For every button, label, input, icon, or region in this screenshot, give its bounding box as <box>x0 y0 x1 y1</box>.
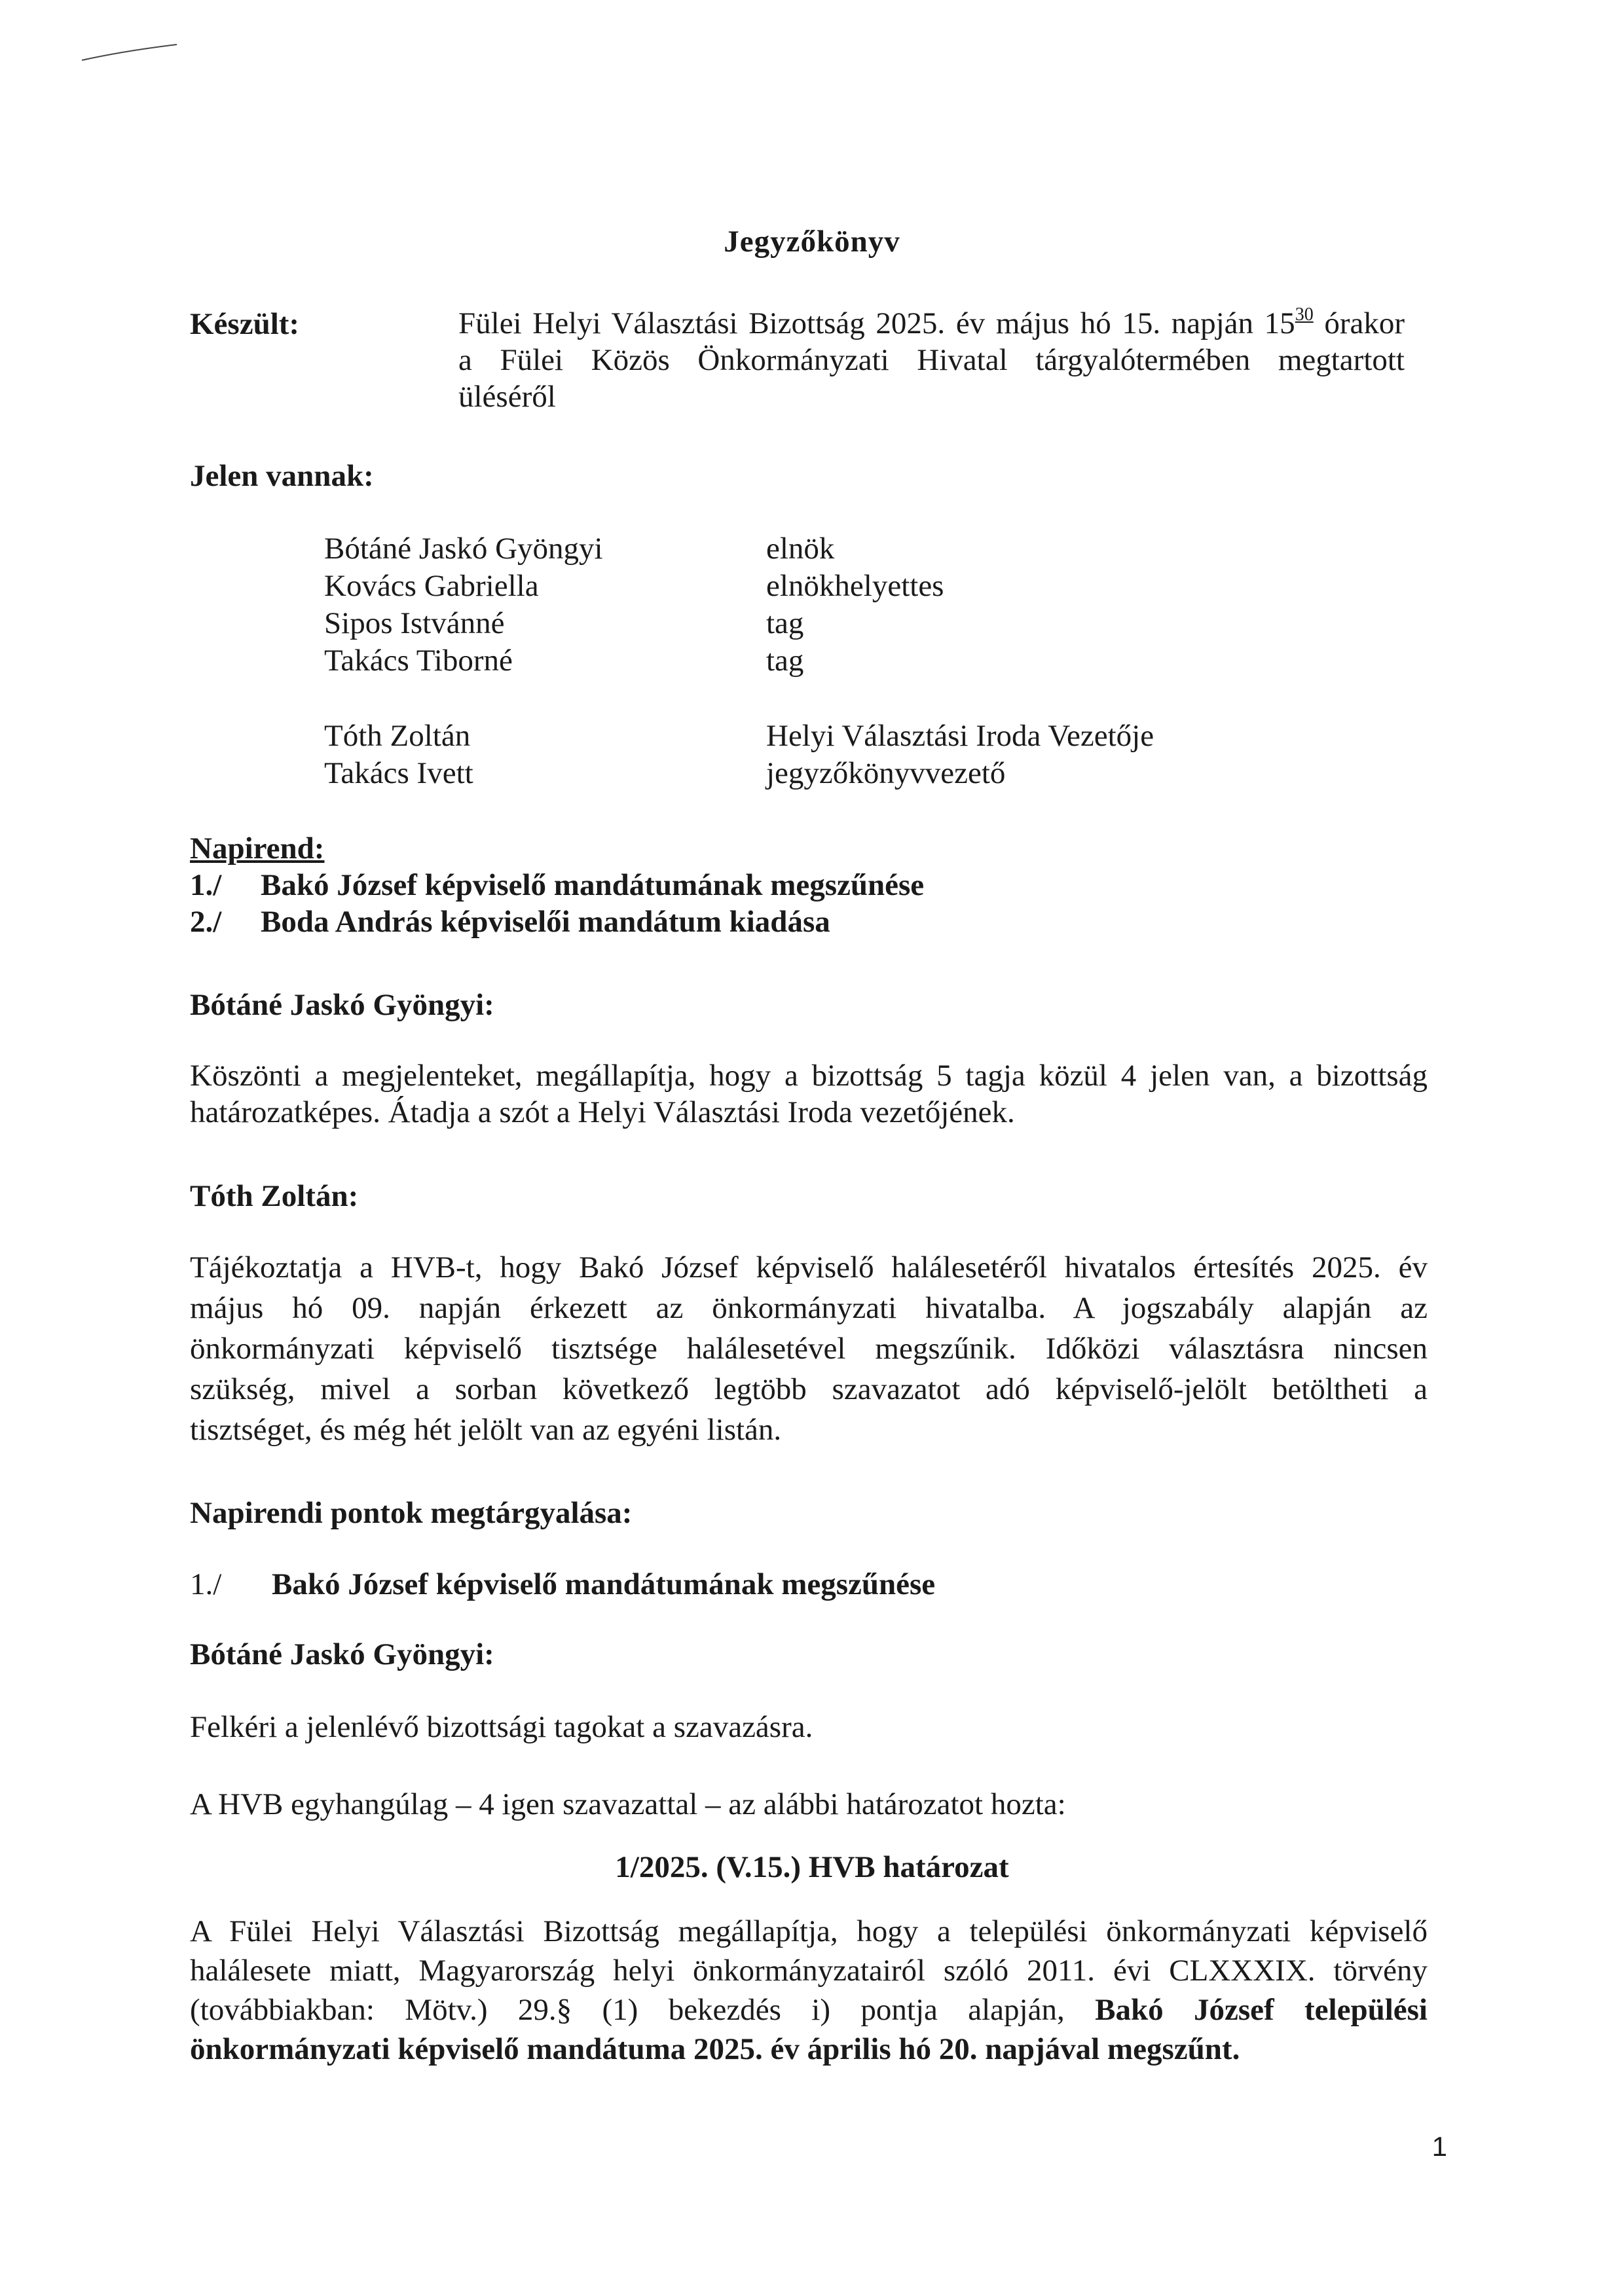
keszult-line-3: üléséről <box>458 380 556 414</box>
member-row: Sipos Istvánné tag <box>324 606 804 640</box>
keszult-line-1: Fülei Helyi Választási Bizottság 2025. év május hó 15. napján $15^{30}$ órakor <box>458 304 1405 340</box>
agenda-label: Napirend: <box>190 831 325 866</box>
others-list <box>324 718 1154 792</box>
agenda-item: 2./ Boda András képviselői mandátum kiadása <box>190 905 830 939</box>
keszult-text <box>458 305 1405 415</box>
member-row: Kovács Gabriella elnökhelyettes <box>324 569 944 603</box>
speaker1-text: Köszönti a megjelenteket, megállapítja, hogy a bizottság 5 tagja közül 4 jelen van, a bizottság határozatképes. Átadja a szót a Helyi Választási Iroda vezetőjének. <box>190 1059 1428 1129</box>
member-row: Bótáné Jaskó Gyöngyi elnök <box>324 532 835 566</box>
member-row: Takács Tiborné tag <box>324 644 804 678</box>
resolution-title: 1/2025. (V.15.) HVB határozat <box>615 1850 1009 1884</box>
speaker-name: Bótáné Jaskó Gyöngyi: <box>190 1637 494 1671</box>
other-row: Takács Ivett jegyzőkönyvvezető <box>324 756 1006 790</box>
members-list <box>324 530 944 680</box>
speaker2-text: Tájékoztatja a HVB-t, hogy Bakó József képviselő halálesetéről hivatalos értesítés 2025. év május hó 09. napján érkezett az önkormányzati hivatalba. A jogszabály alapján az önkormányzati képviselő tisztsége halálesetével megszűnik. Időközi választásra nincsen szükség, mivel a sorban következő legtöbb szavazatot adó képviselő-jelölt betöltheti a tisztséget, és még hét jelölt van az egyéni listán. <box>190 1250 1428 1447</box>
speaker-name: Tóth Zoltán: <box>190 1179 359 1213</box>
agenda <box>190 830 924 940</box>
discussion-item: 1./ Bakó József képviselő mandátumának megszűnése <box>190 1567 936 1601</box>
speaker-name: Bótáné Jaskó Gyöngyi: <box>190 988 494 1022</box>
jelen-label: Jelen vannak: <box>190 459 374 493</box>
speaker3-text: Felkéri a jelenlévő bizottsági tagokat a szavazásra. <box>190 1710 813 1744</box>
resolution-text: A Fülei Helyi Választási Bizottság megállapítja, hogy a települési önkormányzati képviselő halálesete miatt, Magyarország helyi önkormányzatairól szóló 2011. évi CLXXXIX. törvény (továbbiakban: Mötv.) 29.§ (1) bekezdés i) pontja alapján, Bakó József települési önkormányzati képviselő mandátuma 2025. év április hó 20. napjával megszűnt. <box>190 1914 1428 2066</box>
vote-text: A HVB egyhangúlag – 4 igen szavazattal – az alábbi határozatot hozta: <box>190 1787 1066 1821</box>
keszult-label: Készült: <box>190 307 300 341</box>
keszult-line-2: a Fülei Közös Önkormányzati Hivatal tárgyalótermében megtartott <box>458 343 1405 377</box>
document-title: Jegyzőkönyv <box>724 225 900 259</box>
pen-stroke-mark <box>79 39 183 65</box>
agenda-item: 1./ Bakó József képviselő mandátumának megszűnése <box>190 868 925 902</box>
discussion-label: Napirendi pontok megtárgyalása: <box>190 1496 633 1530</box>
other-row: Tóth Zoltán Helyi Választási Iroda Vezetője <box>324 719 1154 753</box>
page-number: 1 <box>1431 2131 1447 2162</box>
